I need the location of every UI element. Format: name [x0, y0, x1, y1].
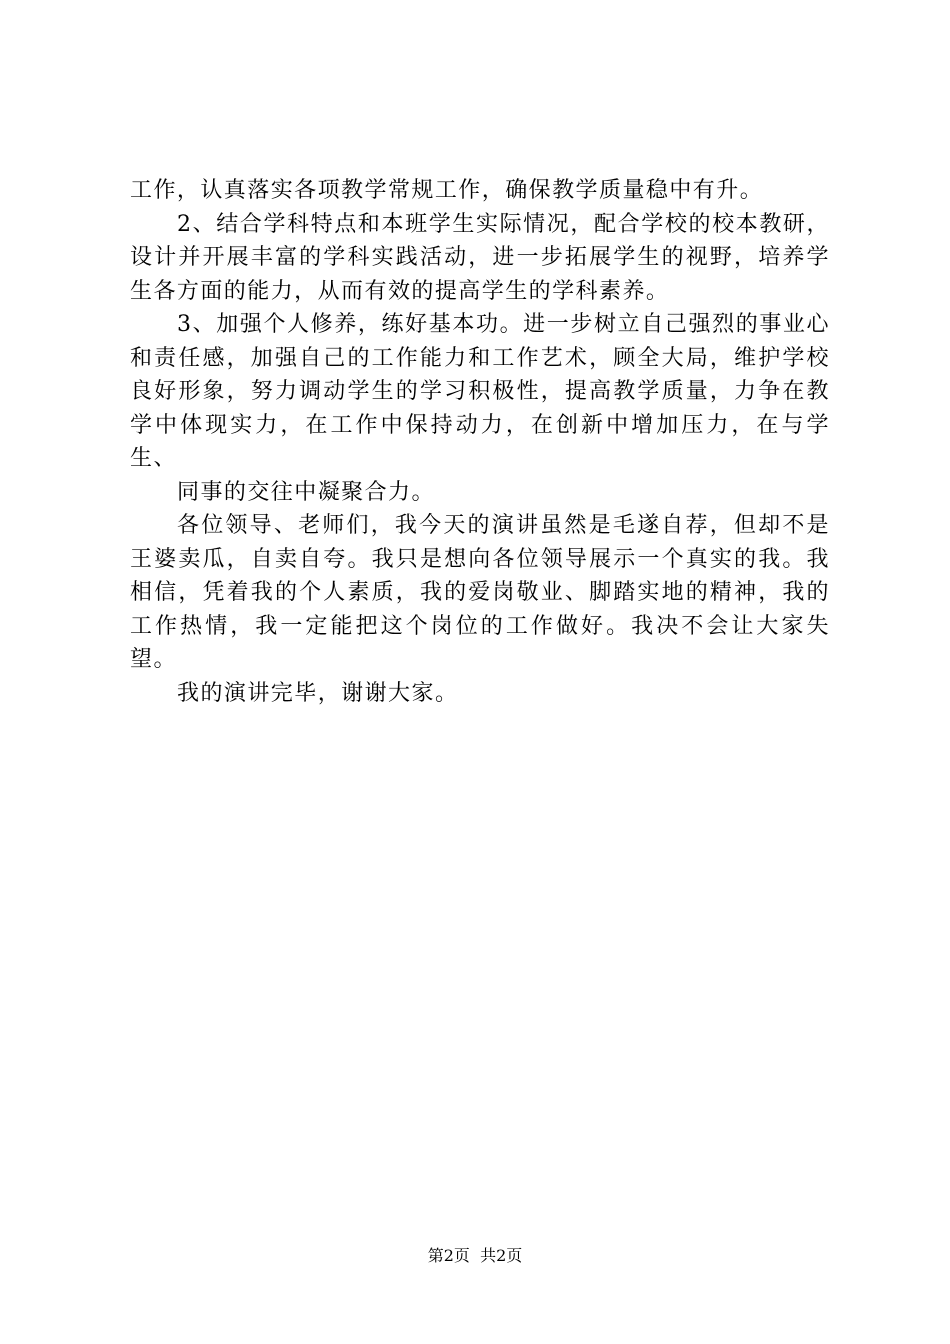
paragraph-colleagues: 同事的交往中凝聚合力。 — [177, 479, 435, 505]
document-body — [130, 174, 830, 710]
paragraph-item-3: 3、加强个人修养，练好基本功。进一步树立自己强烈的事业心和责任感，加强自己的工作能力和工作艺术，顾全大局，维护学校良好形象，努力调动学生的学习积极性，提高教学质量，力争在教学中体现实力，在工作中保持动力，在创新中增加压力，在与学生、 — [130, 312, 830, 471]
page-total: 共2页 — [480, 1246, 523, 1265]
paragraph-closing-remarks: 各位领导、老师们，我今天的演讲虽然是毛遂自荐，但却不是王婆卖瓜，自卖自夸。我只是想向各位领导展示一个真实的我。我相信，凭着我的个人素质，我的爱岗敬业、脚踏实地的精神，我的工作热情，我一定能把这个岗位的工作做好。我决不会让大家失望。 — [130, 513, 830, 672]
page-number: 第2页 — [427, 1246, 470, 1265]
paragraph-thanks: 我的演讲完毕，谢谢大家。 — [177, 680, 459, 706]
paragraph-item-2: 2、结合学科特点和本班学生实际情况，配合学校的校本教研，设计并开展丰富的学科实践活动，进一步拓展学生的视野，培养学生各方面的能力，从而有效的提高学生的学科素养。 — [130, 211, 830, 304]
paragraph-continuation: 工作，认真落实各项教学常规工作，确保教学质量稳中有升。 — [130, 178, 764, 203]
page-footer — [0, 1246, 950, 1266]
